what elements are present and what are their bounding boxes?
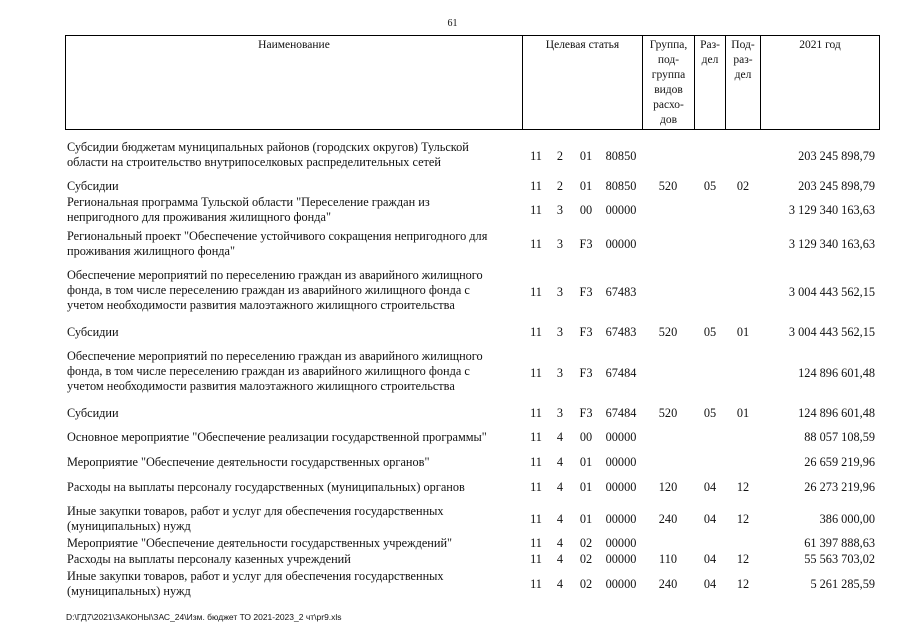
row-code-c2: 3 [556, 237, 564, 251]
row-code-c1: 11 [530, 237, 542, 251]
row-amount: 5 261 285,59 [810, 577, 875, 591]
row-code-c2: 3 [556, 406, 564, 420]
row-amount: 124 896 601,48 [798, 366, 875, 380]
row-name-line: Субсидии [67, 406, 119, 420]
row-code-c3: 01 [579, 480, 593, 494]
table-row [65, 536, 880, 551]
row-code-c2: 4 [556, 536, 564, 550]
row-name-line: учетом необходимости развития малоэтажного жилищного строительства [67, 298, 455, 312]
row-code-c4: 67483 [605, 325, 637, 339]
row-code-c2: 3 [556, 366, 564, 380]
row-name [67, 195, 517, 225]
row-code-c4: 80850 [605, 179, 637, 193]
row-name-line: Региональный проект "Обеспечение устойчивого сокращения непригодного для [67, 229, 488, 243]
row-code-c4: 00000 [605, 577, 637, 591]
table-row [65, 455, 880, 470]
page-number: 61 [447, 18, 458, 29]
row-code-c2: 2 [556, 149, 564, 163]
row-name-line: (муниципальных) нужд [67, 519, 191, 533]
row-code-c1: 11 [530, 285, 542, 299]
row-name-line: Иные закупки товаров, работ и услуг для обеспечения государственных [67, 569, 444, 583]
row-code-c2: 3 [556, 285, 564, 299]
row-code-c1: 11 [530, 325, 542, 339]
row-amount: 203 245 898,79 [798, 179, 875, 193]
row-code-c5: 520 [658, 179, 678, 193]
row-code-c2: 4 [556, 430, 564, 444]
row-name [67, 536, 517, 551]
row-name-line: Обеспечение мероприятий по переселению граждан из аварийного жилищного [67, 349, 483, 363]
header-section [694, 36, 725, 129]
row-code-c1: 11 [530, 430, 542, 444]
row-code-c5: 520 [658, 325, 678, 339]
table-row [65, 229, 880, 259]
row-name-line: Мероприятие "Обеспечение деятельности государственных учреждений" [67, 536, 453, 550]
row-name-line: проживания жилищного фонда" [67, 244, 236, 258]
header-section-line: дел [701, 54, 719, 66]
row-code-c4: 67484 [605, 406, 637, 420]
row-amount: 55 563 703,02 [804, 552, 875, 566]
row-name [67, 430, 517, 445]
row-name [67, 504, 517, 534]
row-amount: 3 004 443 562,15 [788, 325, 875, 339]
row-code-c4: 00000 [605, 552, 637, 566]
row-amount: 61 397 888,63 [804, 536, 875, 550]
row-code-c1: 11 [530, 552, 542, 566]
table-row [65, 140, 880, 173]
row-code-c3: 01 [579, 179, 593, 193]
row-code-c1: 11 [530, 179, 542, 193]
row-name-line: Субсидии [67, 325, 119, 339]
row-name-line: Расходы на выплаты персоналу государственных (муниципальных) органов [67, 480, 465, 494]
row-code-c3: F3 [579, 325, 593, 339]
header-year: 2021 год [760, 36, 879, 129]
row-code-c4: 00000 [605, 430, 637, 444]
row-code-c5: 120 [658, 480, 678, 494]
row-name-line: Региональная программа Тульской области "Переселение граждан из [67, 195, 430, 209]
header-group-line: группа [651, 69, 686, 81]
row-code-c7: 01 [736, 325, 750, 339]
header-subsection-line: дел [734, 69, 752, 81]
table-row [65, 552, 880, 567]
row-code-c5: 240 [658, 577, 678, 591]
row-code-c4: 00000 [605, 480, 637, 494]
row-amount: 3 004 443 562,15 [788, 285, 875, 299]
row-code-c4: 80850 [605, 149, 637, 163]
row-amount: 386 000,00 [819, 512, 875, 526]
row-name-line: Основное мероприятие "Обеспечение реализации государственной программы" [67, 430, 487, 444]
table-row [65, 325, 880, 340]
row-code-c3: F3 [579, 366, 593, 380]
row-name-line: непригодного для проживания жилищного фонда" [67, 210, 331, 224]
row-code-c6: 05 [703, 406, 717, 420]
row-code-c7: 12 [736, 480, 750, 494]
header-group [642, 36, 694, 129]
row-code-c4: 00000 [605, 237, 637, 251]
row-code-c4: 00000 [605, 512, 637, 526]
row-code-c5: 110 [659, 552, 677, 566]
row-code-c3: 02 [579, 552, 593, 566]
row-code-c1: 11 [530, 406, 542, 420]
row-code-c3: F3 [579, 406, 593, 420]
row-code-c7: 02 [736, 179, 750, 193]
row-code-c7: 12 [736, 512, 750, 526]
header-target: Целевая статья [522, 36, 642, 129]
row-amount: 124 896 601,48 [798, 406, 875, 420]
header-group-line: дов [659, 114, 678, 126]
header-group-line: под- [657, 54, 680, 66]
row-amount: 26 273 219,96 [804, 480, 875, 494]
row-name [67, 325, 517, 340]
row-amount: 26 659 219,96 [804, 455, 875, 469]
header-name: Наименование [258, 39, 330, 51]
row-code-c1: 11 [530, 455, 542, 469]
row-code-c3: 01 [579, 455, 593, 469]
row-code-c6: 05 [703, 325, 717, 339]
row-code-c2: 4 [556, 455, 564, 469]
row-code-c6: 05 [703, 179, 717, 193]
table-row [65, 569, 880, 599]
row-code-c2: 4 [556, 552, 564, 566]
row-code-c2: 2 [556, 179, 564, 193]
row-code-c2: 3 [556, 203, 564, 217]
header-section-line: Раз- [700, 39, 720, 51]
row-code-c1: 11 [530, 203, 542, 217]
row-code-c7: 12 [736, 552, 750, 566]
row-name-line: Мероприятие "Обеспечение деятельности государственных органов" [67, 455, 430, 469]
header-group-line: Группа, [649, 39, 688, 51]
row-name-line: Обеспечение мероприятий по переселению граждан из аварийного жилищного [67, 268, 483, 282]
row-code-c3: 00 [579, 203, 593, 217]
row-code-c3: 01 [579, 512, 593, 526]
row-code-c1: 11 [530, 536, 542, 550]
file-path-footer: D:\ГД7\2021\ЗАКОНЫ\ЗАС_24\Изм. бюджет ТО 2021-2023_2 чт\рr9.xls [66, 612, 342, 622]
row-name [67, 229, 517, 259]
row-name [67, 480, 517, 495]
row-name [67, 552, 517, 567]
row-code-c4: 00000 [605, 536, 637, 550]
row-name [67, 349, 517, 394]
row-name-line: области на строительство внутрипоселковых распределительных сетей [67, 155, 441, 169]
row-amount: 3 129 340 163,63 [788, 237, 875, 251]
row-code-c3: F3 [579, 237, 593, 251]
row-name [67, 455, 517, 470]
row-name-line: Расходы на выплаты персоналу казенных учреждений [67, 552, 351, 566]
row-code-c1: 11 [530, 480, 542, 494]
row-name [67, 406, 517, 421]
row-code-c3: 02 [579, 577, 593, 591]
table-row [65, 430, 880, 445]
table-row [65, 179, 880, 194]
row-code-c5: 240 [658, 512, 678, 526]
row-name [67, 569, 517, 599]
row-code-c4: 00000 [605, 203, 637, 217]
table-row [65, 268, 880, 316]
table-row [65, 504, 880, 534]
row-name-line: фонда, в том числе переселению граждан из аварийного жилищного фонда с [67, 364, 470, 378]
header-group-line: видов [654, 84, 683, 96]
row-code-c2: 3 [556, 325, 564, 339]
row-name [67, 179, 517, 194]
row-code-c3: 02 [579, 536, 593, 550]
row-code-c3: 01 [579, 149, 593, 163]
row-name-line: Субсидии бюджетам муниципальных районов (городских округов) Тульской [67, 140, 469, 154]
row-code-c1: 11 [530, 366, 542, 380]
table-row [65, 480, 880, 495]
row-code-c6: 04 [703, 552, 717, 566]
header-group-line: расхо- [653, 99, 684, 111]
row-code-c5: 520 [658, 406, 678, 420]
row-code-c2: 4 [556, 577, 564, 591]
row-code-c1: 11 [530, 577, 542, 591]
row-code-c6: 04 [703, 577, 717, 591]
row-name-line: Субсидии [67, 179, 119, 193]
row-code-c3: F3 [579, 285, 593, 299]
row-code-c7: 01 [736, 406, 750, 420]
row-code-c2: 4 [556, 480, 564, 494]
header-subsection-line: раз- [733, 54, 753, 66]
row-amount: 3 129 340 163,63 [788, 203, 875, 217]
row-code-c1: 11 [530, 512, 542, 526]
row-name-line: фонда, в том числе переселению граждан из аварийного жилищного фонда с [67, 283, 470, 297]
row-name [67, 140, 517, 170]
header-subsection [725, 36, 760, 129]
row-amount: 88 057 108,59 [804, 430, 875, 444]
header-subsection-line: Под- [731, 39, 755, 51]
row-code-c2: 4 [556, 512, 564, 526]
table-row [65, 406, 880, 421]
row-name-line: учетом необходимости развития малоэтажного жилищного строительства [67, 379, 455, 393]
row-code-c3: 00 [579, 430, 593, 444]
row-code-c4: 67483 [605, 285, 637, 299]
row-code-c6: 04 [703, 512, 717, 526]
row-code-c6: 04 [703, 480, 717, 494]
row-code-c4: 00000 [605, 455, 637, 469]
row-code-c7: 12 [736, 577, 750, 591]
row-code-c4: 67484 [605, 366, 637, 380]
row-name-line: (муниципальных) нужд [67, 584, 191, 598]
table-row [65, 349, 880, 397]
row-amount: 203 245 898,79 [798, 149, 875, 163]
row-name-line: Иные закупки товаров, работ и услуг для обеспечения государственных [67, 504, 444, 518]
row-name [67, 268, 517, 313]
table-row [65, 195, 880, 225]
row-code-c1: 11 [530, 149, 542, 163]
table-header [65, 35, 880, 130]
